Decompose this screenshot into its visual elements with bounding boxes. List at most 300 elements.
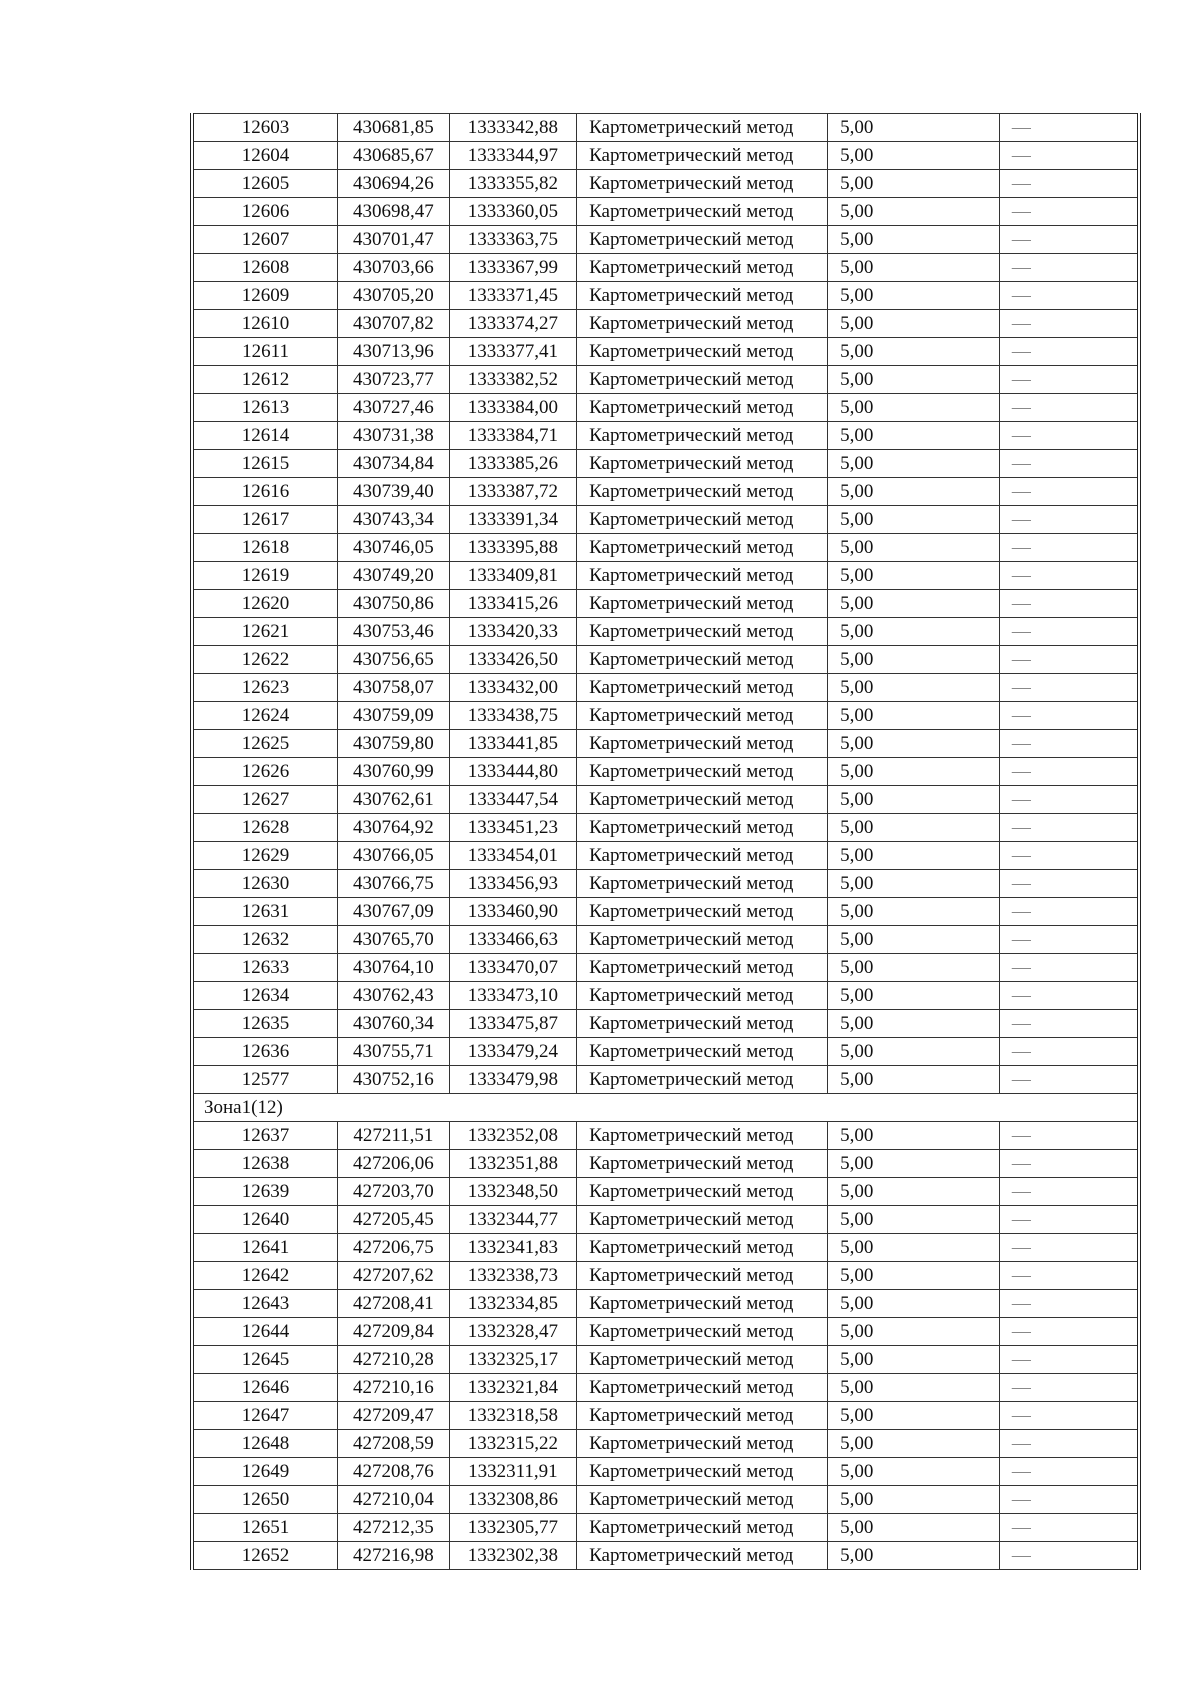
method-cell: Картометрический метод bbox=[577, 1542, 828, 1570]
accuracy-cell: 5,00 bbox=[828, 786, 1000, 814]
coord-x: 427203,70 bbox=[338, 1178, 449, 1206]
point-number: 12577 bbox=[192, 1066, 338, 1094]
coord-y: 1332351,88 bbox=[449, 1150, 577, 1178]
coord-y: 1333377,41 bbox=[449, 338, 577, 366]
accuracy-cell: 5,00 bbox=[828, 814, 1000, 842]
accuracy-cell: 5,00 bbox=[828, 1290, 1000, 1318]
point-number: 12638 bbox=[192, 1150, 338, 1178]
method-cell: Картометрический метод bbox=[577, 842, 828, 870]
note-dash: — bbox=[999, 758, 1139, 786]
table-row bbox=[192, 1234, 1139, 1262]
method-cell: Картометрический метод bbox=[577, 1514, 828, 1542]
point-number: 12639 bbox=[192, 1178, 338, 1206]
coord-x: 430752,16 bbox=[338, 1066, 449, 1094]
coord-x: 430750,86 bbox=[338, 590, 449, 618]
coord-y: 1333363,75 bbox=[449, 226, 577, 254]
method-cell: Картометрический метод bbox=[577, 142, 828, 170]
table-row bbox=[192, 1290, 1139, 1318]
coord-x: 427209,84 bbox=[338, 1318, 449, 1346]
method-cell: Картометрический метод bbox=[577, 730, 828, 758]
table-row bbox=[192, 1402, 1139, 1430]
coord-y: 1333415,26 bbox=[449, 590, 577, 618]
method-cell: Картометрический метод bbox=[577, 282, 828, 310]
point-number: 12633 bbox=[192, 954, 338, 982]
table-row bbox=[192, 1206, 1139, 1234]
point-number: 12623 bbox=[192, 674, 338, 702]
coord-y: 1332311,91 bbox=[449, 1458, 577, 1486]
coordinates-table bbox=[190, 113, 1141, 1570]
accuracy-cell: 5,00 bbox=[828, 1346, 1000, 1374]
table-row bbox=[192, 702, 1139, 730]
coord-y: 1333451,23 bbox=[449, 814, 577, 842]
method-cell: Картометрический метод bbox=[577, 310, 828, 338]
table-row bbox=[192, 142, 1139, 170]
note-dash: — bbox=[999, 1458, 1139, 1486]
point-number: 12641 bbox=[192, 1234, 338, 1262]
accuracy-cell: 5,00 bbox=[828, 618, 1000, 646]
coord-y: 1332334,85 bbox=[449, 1290, 577, 1318]
accuracy-cell: 5,00 bbox=[828, 1262, 1000, 1290]
coord-y: 1333384,00 bbox=[449, 394, 577, 422]
note-dash: — bbox=[999, 646, 1139, 674]
coord-y: 1333409,81 bbox=[449, 562, 577, 590]
point-number: 12625 bbox=[192, 730, 338, 758]
point-number: 12603 bbox=[192, 114, 338, 142]
coord-x: 430759,09 bbox=[338, 702, 449, 730]
note-dash: — bbox=[999, 394, 1139, 422]
method-cell: Картометрический метод bbox=[577, 954, 828, 982]
table-row bbox=[192, 1514, 1139, 1542]
accuracy-cell: 5,00 bbox=[828, 1010, 1000, 1038]
table-row bbox=[192, 198, 1139, 226]
accuracy-cell: 5,00 bbox=[828, 954, 1000, 982]
accuracy-cell: 5,00 bbox=[828, 1430, 1000, 1458]
coord-y: 1332308,86 bbox=[449, 1486, 577, 1514]
note-dash: — bbox=[999, 478, 1139, 506]
point-number: 12620 bbox=[192, 590, 338, 618]
method-cell: Картометрический метод bbox=[577, 1318, 828, 1346]
coord-x: 427212,35 bbox=[338, 1514, 449, 1542]
coord-y: 1333432,00 bbox=[449, 674, 577, 702]
coord-y: 1333479,24 bbox=[449, 1038, 577, 1066]
accuracy-cell: 5,00 bbox=[828, 506, 1000, 534]
coord-y: 1332344,77 bbox=[449, 1206, 577, 1234]
method-cell: Картометрический метод bbox=[577, 450, 828, 478]
coord-y: 1333344,97 bbox=[449, 142, 577, 170]
accuracy-cell: 5,00 bbox=[828, 310, 1000, 338]
note-dash: — bbox=[999, 898, 1139, 926]
coord-y: 1333447,54 bbox=[449, 786, 577, 814]
table-row bbox=[192, 1038, 1139, 1066]
accuracy-cell: 5,00 bbox=[828, 870, 1000, 898]
coord-x: 427206,75 bbox=[338, 1234, 449, 1262]
method-cell: Картометрический метод bbox=[577, 1206, 828, 1234]
table-row bbox=[192, 114, 1139, 142]
table-row bbox=[192, 338, 1139, 366]
method-cell: Картометрический метод bbox=[577, 646, 828, 674]
method-cell: Картометрический метод bbox=[577, 198, 828, 226]
table-row bbox=[192, 1262, 1139, 1290]
point-number: 12652 bbox=[192, 1542, 338, 1570]
method-cell: Картометрический метод bbox=[577, 422, 828, 450]
point-number: 12611 bbox=[192, 338, 338, 366]
note-dash: — bbox=[999, 982, 1139, 1010]
table-row bbox=[192, 170, 1139, 198]
note-dash: — bbox=[999, 1402, 1139, 1430]
method-cell: Картометрический метод bbox=[577, 702, 828, 730]
point-number: 12650 bbox=[192, 1486, 338, 1514]
note-dash: — bbox=[999, 618, 1139, 646]
coord-x: 430756,65 bbox=[338, 646, 449, 674]
method-cell: Картометрический метод bbox=[577, 926, 828, 954]
method-cell: Картометрический метод bbox=[577, 1234, 828, 1262]
note-dash: — bbox=[999, 1010, 1139, 1038]
coord-y: 1333460,90 bbox=[449, 898, 577, 926]
accuracy-cell: 5,00 bbox=[828, 1514, 1000, 1542]
point-number: 12609 bbox=[192, 282, 338, 310]
note-dash: — bbox=[999, 954, 1139, 982]
note-dash: — bbox=[999, 450, 1139, 478]
accuracy-cell: 5,00 bbox=[828, 590, 1000, 618]
method-cell: Картометрический метод bbox=[577, 590, 828, 618]
accuracy-cell: 5,00 bbox=[828, 562, 1000, 590]
method-cell: Картометрический метод bbox=[577, 814, 828, 842]
point-number: 12612 bbox=[192, 366, 338, 394]
point-number: 12637 bbox=[192, 1122, 338, 1150]
table-row bbox=[192, 450, 1139, 478]
table-row bbox=[192, 282, 1139, 310]
point-number: 12647 bbox=[192, 1402, 338, 1430]
accuracy-cell: 5,00 bbox=[828, 730, 1000, 758]
note-dash: — bbox=[999, 114, 1139, 142]
note-dash: — bbox=[999, 198, 1139, 226]
point-number: 12616 bbox=[192, 478, 338, 506]
note-dash: — bbox=[999, 534, 1139, 562]
point-number: 12640 bbox=[192, 1206, 338, 1234]
coord-y: 1333367,99 bbox=[449, 254, 577, 282]
method-cell: Картометрический метод bbox=[577, 870, 828, 898]
method-cell: Картометрический метод bbox=[577, 758, 828, 786]
coord-x: 430703,66 bbox=[338, 254, 449, 282]
coord-x: 427211,51 bbox=[338, 1122, 449, 1150]
note-dash: — bbox=[999, 702, 1139, 730]
coord-y: 1333374,27 bbox=[449, 310, 577, 338]
note-dash: — bbox=[999, 814, 1139, 842]
table-row bbox=[192, 1066, 1139, 1094]
zone-header-row bbox=[192, 1094, 1139, 1122]
coord-y: 1332325,17 bbox=[449, 1346, 577, 1374]
coord-y: 1333355,82 bbox=[449, 170, 577, 198]
note-dash: — bbox=[999, 1262, 1139, 1290]
point-number: 12605 bbox=[192, 170, 338, 198]
table-row bbox=[192, 590, 1139, 618]
coord-x: 427210,04 bbox=[338, 1486, 449, 1514]
note-dash: — bbox=[999, 1122, 1139, 1150]
point-number: 12635 bbox=[192, 1010, 338, 1038]
coord-y: 1333479,98 bbox=[449, 1066, 577, 1094]
coord-x: 430767,09 bbox=[338, 898, 449, 926]
coord-x: 430701,47 bbox=[338, 226, 449, 254]
coord-x: 430762,43 bbox=[338, 982, 449, 1010]
point-number: 12610 bbox=[192, 310, 338, 338]
point-number: 12619 bbox=[192, 562, 338, 590]
note-dash: — bbox=[999, 254, 1139, 282]
point-number: 12627 bbox=[192, 786, 338, 814]
accuracy-cell: 5,00 bbox=[828, 534, 1000, 562]
table-row bbox=[192, 506, 1139, 534]
accuracy-cell: 5,00 bbox=[828, 898, 1000, 926]
note-dash: — bbox=[999, 506, 1139, 534]
note-dash: — bbox=[999, 1150, 1139, 1178]
point-number: 12614 bbox=[192, 422, 338, 450]
point-number: 12642 bbox=[192, 1262, 338, 1290]
accuracy-cell: 5,00 bbox=[828, 842, 1000, 870]
method-cell: Картометрический метод bbox=[577, 786, 828, 814]
note-dash: — bbox=[999, 1486, 1139, 1514]
accuracy-cell: 5,00 bbox=[828, 1178, 1000, 1206]
point-number: 12615 bbox=[192, 450, 338, 478]
note-dash: — bbox=[999, 926, 1139, 954]
table-row bbox=[192, 870, 1139, 898]
coord-x: 427206,06 bbox=[338, 1150, 449, 1178]
method-cell: Картометрический метод bbox=[577, 366, 828, 394]
coord-y: 1333391,34 bbox=[449, 506, 577, 534]
table-row bbox=[192, 1486, 1139, 1514]
coord-x: 430746,05 bbox=[338, 534, 449, 562]
table-row bbox=[192, 898, 1139, 926]
coord-y: 1333473,10 bbox=[449, 982, 577, 1010]
table-row bbox=[192, 758, 1139, 786]
table-row bbox=[192, 926, 1139, 954]
point-number: 12645 bbox=[192, 1346, 338, 1374]
table-row bbox=[192, 254, 1139, 282]
table-row bbox=[192, 562, 1139, 590]
note-dash: — bbox=[999, 674, 1139, 702]
coordinates-table-body bbox=[192, 114, 1139, 1570]
coord-y: 1332348,50 bbox=[449, 1178, 577, 1206]
method-cell: Картометрический метод bbox=[577, 1374, 828, 1402]
table-row bbox=[192, 814, 1139, 842]
coord-x: 430759,80 bbox=[338, 730, 449, 758]
note-dash: — bbox=[999, 170, 1139, 198]
note-dash: — bbox=[999, 730, 1139, 758]
accuracy-cell: 5,00 bbox=[828, 1402, 1000, 1430]
accuracy-cell: 5,00 bbox=[828, 1542, 1000, 1570]
point-number: 12634 bbox=[192, 982, 338, 1010]
table-row bbox=[192, 1542, 1139, 1570]
coord-y: 1333456,93 bbox=[449, 870, 577, 898]
coord-y: 1333342,88 bbox=[449, 114, 577, 142]
coord-y: 1333466,63 bbox=[449, 926, 577, 954]
accuracy-cell: 5,00 bbox=[828, 226, 1000, 254]
point-number: 12648 bbox=[192, 1430, 338, 1458]
table-row bbox=[192, 1122, 1139, 1150]
table-row bbox=[192, 1430, 1139, 1458]
coord-x: 430723,77 bbox=[338, 366, 449, 394]
note-dash: — bbox=[999, 1318, 1139, 1346]
accuracy-cell: 5,00 bbox=[828, 926, 1000, 954]
method-cell: Картометрический метод bbox=[577, 338, 828, 366]
method-cell: Картометрический метод bbox=[577, 1262, 828, 1290]
table-row bbox=[192, 618, 1139, 646]
coord-x: 430707,82 bbox=[338, 310, 449, 338]
note-dash: — bbox=[999, 870, 1139, 898]
coord-y: 1333360,05 bbox=[449, 198, 577, 226]
method-cell: Картометрический метод bbox=[577, 1122, 828, 1150]
coord-x: 430698,47 bbox=[338, 198, 449, 226]
accuracy-cell: 5,00 bbox=[828, 1150, 1000, 1178]
coord-y: 1332315,22 bbox=[449, 1430, 577, 1458]
method-cell: Картометрический метод bbox=[577, 170, 828, 198]
coord-y: 1332302,38 bbox=[449, 1542, 577, 1570]
note-dash: — bbox=[999, 1206, 1139, 1234]
method-cell: Картометрический метод bbox=[577, 1066, 828, 1094]
method-cell: Картометрический метод bbox=[577, 1010, 828, 1038]
coord-x: 427208,76 bbox=[338, 1458, 449, 1486]
point-number: 12646 bbox=[192, 1374, 338, 1402]
method-cell: Картометрический метод bbox=[577, 394, 828, 422]
coord-x: 430765,70 bbox=[338, 926, 449, 954]
method-cell: Картометрический метод bbox=[577, 478, 828, 506]
note-dash: — bbox=[999, 1374, 1139, 1402]
note-dash: — bbox=[999, 1346, 1139, 1374]
accuracy-cell: 5,00 bbox=[828, 142, 1000, 170]
note-dash: — bbox=[999, 282, 1139, 310]
coord-y: 1333420,33 bbox=[449, 618, 577, 646]
accuracy-cell: 5,00 bbox=[828, 1318, 1000, 1346]
note-dash: — bbox=[999, 562, 1139, 590]
accuracy-cell: 5,00 bbox=[828, 1206, 1000, 1234]
point-number: 12630 bbox=[192, 870, 338, 898]
coord-x: 430760,99 bbox=[338, 758, 449, 786]
note-dash: — bbox=[999, 310, 1139, 338]
coord-y: 1333475,87 bbox=[449, 1010, 577, 1038]
method-cell: Картометрический метод bbox=[577, 1486, 828, 1514]
accuracy-cell: 5,00 bbox=[828, 1374, 1000, 1402]
accuracy-cell: 5,00 bbox=[828, 170, 1000, 198]
coord-x: 427205,45 bbox=[338, 1206, 449, 1234]
accuracy-cell: 5,00 bbox=[828, 198, 1000, 226]
coord-y: 1333444,80 bbox=[449, 758, 577, 786]
note-dash: — bbox=[999, 142, 1139, 170]
point-number: 12629 bbox=[192, 842, 338, 870]
method-cell: Картометрический метод bbox=[577, 898, 828, 926]
coord-x: 430743,34 bbox=[338, 506, 449, 534]
method-cell: Картометрический метод bbox=[577, 1346, 828, 1374]
point-number: 12632 bbox=[192, 926, 338, 954]
accuracy-cell: 5,00 bbox=[828, 1458, 1000, 1486]
point-number: 12644 bbox=[192, 1318, 338, 1346]
coord-y: 1333426,50 bbox=[449, 646, 577, 674]
accuracy-cell: 5,00 bbox=[828, 646, 1000, 674]
note-dash: — bbox=[999, 366, 1139, 394]
method-cell: Картометрический метод bbox=[577, 1150, 828, 1178]
point-number: 12628 bbox=[192, 814, 338, 842]
coord-y: 1332341,83 bbox=[449, 1234, 577, 1262]
point-number: 12643 bbox=[192, 1290, 338, 1318]
method-cell: Картометрический метод bbox=[577, 1430, 828, 1458]
method-cell: Картометрический метод bbox=[577, 1290, 828, 1318]
coord-y: 1333395,88 bbox=[449, 534, 577, 562]
note-dash: — bbox=[999, 786, 1139, 814]
accuracy-cell: 5,00 bbox=[828, 422, 1000, 450]
point-number: 12621 bbox=[192, 618, 338, 646]
method-cell: Картометрический метод bbox=[577, 674, 828, 702]
coord-x: 427208,41 bbox=[338, 1290, 449, 1318]
coord-y: 1333385,26 bbox=[449, 450, 577, 478]
coord-x: 427209,47 bbox=[338, 1402, 449, 1430]
table-row bbox=[192, 1010, 1139, 1038]
table-row bbox=[192, 478, 1139, 506]
coord-y: 1332338,73 bbox=[449, 1262, 577, 1290]
coord-x: 427207,62 bbox=[338, 1262, 449, 1290]
table-row bbox=[192, 842, 1139, 870]
coord-x: 427210,28 bbox=[338, 1346, 449, 1374]
coord-x: 430766,75 bbox=[338, 870, 449, 898]
method-cell: Картометрический метод bbox=[577, 254, 828, 282]
coord-x: 430764,92 bbox=[338, 814, 449, 842]
accuracy-cell: 5,00 bbox=[828, 366, 1000, 394]
table-row bbox=[192, 226, 1139, 254]
accuracy-cell: 5,00 bbox=[828, 674, 1000, 702]
coord-y: 1332321,84 bbox=[449, 1374, 577, 1402]
coord-y: 1332352,08 bbox=[449, 1122, 577, 1150]
accuracy-cell: 5,00 bbox=[828, 1122, 1000, 1150]
accuracy-cell: 5,00 bbox=[828, 1066, 1000, 1094]
coord-y: 1333470,07 bbox=[449, 954, 577, 982]
note-dash: — bbox=[999, 422, 1139, 450]
method-cell: Картометрический метод bbox=[577, 534, 828, 562]
coord-x: 430762,61 bbox=[338, 786, 449, 814]
coord-y: 1332318,58 bbox=[449, 1402, 577, 1430]
accuracy-cell: 5,00 bbox=[828, 478, 1000, 506]
coord-y: 1333382,52 bbox=[449, 366, 577, 394]
method-cell: Картометрический метод bbox=[577, 1458, 828, 1486]
note-dash: — bbox=[999, 1038, 1139, 1066]
point-number: 12606 bbox=[192, 198, 338, 226]
table-row bbox=[192, 1346, 1139, 1374]
method-cell: Картометрический метод bbox=[577, 226, 828, 254]
coord-y: 1332328,47 bbox=[449, 1318, 577, 1346]
table-row bbox=[192, 1458, 1139, 1486]
table-row bbox=[192, 422, 1139, 450]
coord-x: 430739,40 bbox=[338, 478, 449, 506]
note-dash: — bbox=[999, 1066, 1139, 1094]
point-number: 12626 bbox=[192, 758, 338, 786]
note-dash: — bbox=[999, 1430, 1139, 1458]
note-dash: — bbox=[999, 338, 1139, 366]
coord-x: 430727,46 bbox=[338, 394, 449, 422]
accuracy-cell: 5,00 bbox=[828, 114, 1000, 142]
point-number: 12649 bbox=[192, 1458, 338, 1486]
point-number: 12636 bbox=[192, 1038, 338, 1066]
coord-x: 430705,20 bbox=[338, 282, 449, 310]
coord-x: 430760,34 bbox=[338, 1010, 449, 1038]
method-cell: Картометрический метод bbox=[577, 1402, 828, 1430]
point-number: 12622 bbox=[192, 646, 338, 674]
coord-x: 430713,96 bbox=[338, 338, 449, 366]
table-row bbox=[192, 1150, 1139, 1178]
accuracy-cell: 5,00 bbox=[828, 702, 1000, 730]
coord-x: 430753,46 bbox=[338, 618, 449, 646]
coord-x: 430766,05 bbox=[338, 842, 449, 870]
note-dash: — bbox=[999, 1234, 1139, 1262]
method-cell: Картометрический метод bbox=[577, 1038, 828, 1066]
accuracy-cell: 5,00 bbox=[828, 282, 1000, 310]
coord-y: 1333441,85 bbox=[449, 730, 577, 758]
coord-x: 427208,59 bbox=[338, 1430, 449, 1458]
point-number: 12617 bbox=[192, 506, 338, 534]
